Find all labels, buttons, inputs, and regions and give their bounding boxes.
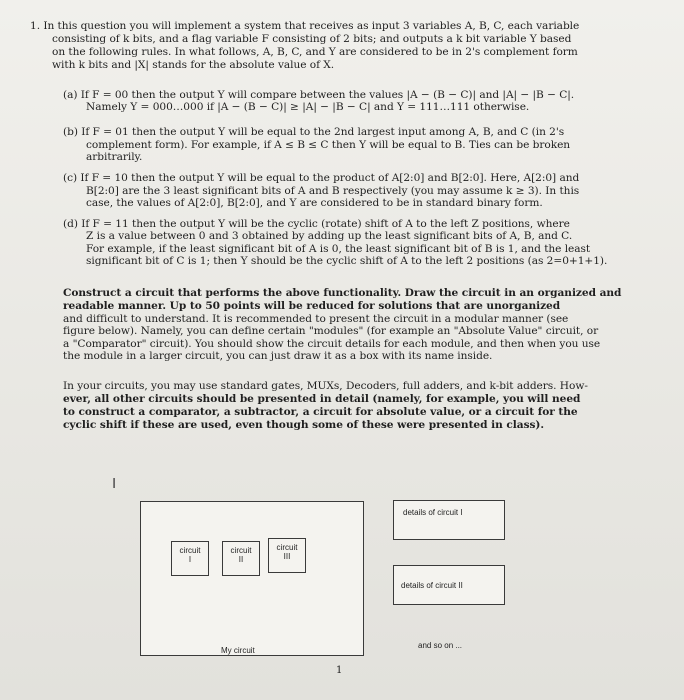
part-a-line-1: (a) If F = 00 then the output Y will compare between the values |A − (B − C)| and |A| − |B − C|.: [63, 89, 575, 101]
details-circuit-i-label: details of circuit I: [403, 508, 463, 517]
part-b-line-3: arbitrarily.: [86, 151, 143, 163]
circuit-iii-numeral: III: [283, 552, 291, 561]
part-c-line-3: case, the values of A[2:0], B[2:0], and Y are considered to be in standard binary form.: [86, 197, 543, 209]
circuit-ii-label: circuit: [230, 546, 252, 555]
details-circuit-ii-label: details of circuit II: [401, 581, 463, 590]
construct-line-3: and difficult to understand. It is recommended to present the circuit in a modular manner (see: [63, 313, 569, 325]
part-b-line-1: (b) If F = 01 then the output Y will be equal to the 2nd largest input among A, B, and C (in 2's: [63, 126, 565, 138]
construct-line-1: Construct a circuit that performs the above functionality. Draw the circuit in an organized and: [63, 287, 622, 299]
question-intro-line-3: on the following rules. In what follows, A, B, C, and Y are considered to be in 2's complement form: [52, 46, 578, 58]
part-a-line-2: Namely Y = 000…000 if |A − (B − C)| ≥ |A| − |B − C| and Y = 111…111 otherwise.: [86, 101, 530, 113]
part-d-line-3: For example, if the least significant bit of A is 0, the least significant bit of B is 1, and the least: [86, 243, 591, 255]
question-intro-line-1: 1. In this question you will implement a system that receives as input 3 variables A, B, C, each variable: [30, 20, 580, 32]
part-b-line-2: complement form). For example, if A ≤ B ≤ C then Y will be equal to B. Ties can be broken: [86, 139, 571, 151]
circuit-i-box: [171, 541, 209, 576]
construct-line-6: the module in a larger circuit, you can just draw it as a box with its name inside.: [63, 350, 493, 362]
part-d-line-4: significant bit of C is 1; then Y should be the cyclic shift of A to the left 2 positions (as 2=0+1+1).: [86, 255, 608, 267]
part-c-line-1: (c) If F = 10 then the output Y will be equal to the product of A[2:0] and B[2:0]. Here, A[2:0] and: [63, 172, 580, 184]
rules-line-1: In your circuits, you may use standard gates, MUXs, Decoders, full adders, and k-bit adders. How-: [63, 380, 588, 392]
part-c-line-2: B[2:0] are the 3 least significant bits of A and B respectively (you may assume k ≥ 3). In this: [86, 185, 580, 197]
circuit-iii-box: [268, 538, 306, 573]
circuit-i-numeral: I: [188, 555, 192, 564]
construct-line-2: readable manner. Up to 50 points will be reduced for solutions that are unorganized: [63, 300, 561, 312]
question-intro-line-4: with k bits and |X| stands for the absolute value of X.: [52, 59, 335, 71]
page-number: 1: [336, 665, 343, 676]
circuit-i-label: circuit: [179, 546, 201, 555]
construct-line-4: figure below). Namely, you can define certain "modules" (for example an "Absolute Value" circuit, or: [63, 325, 599, 337]
part-d-line-1: (d) If F = 11 then the output Y will be the cyclic (rotate) shift of A to the left Z positions, where: [63, 218, 570, 230]
text-cursor-icon: I: [112, 475, 117, 492]
question-intro-line-2: consisting of k bits, and a flag variable F consisting of 2 bits; and outputs a k bit variable Y based: [52, 33, 572, 45]
details-circuit-i-box: [393, 500, 505, 540]
rules-line-4: cyclic shift if these are used, even though some of these were presented in class).: [63, 419, 544, 431]
part-d-line-2: Z is a value between 0 and 3 obtained by adding up the least significant bits of A, B, and C.: [86, 230, 573, 242]
my-circuit-label: My circuit: [221, 646, 255, 655]
circuit-ii-numeral: II: [238, 555, 244, 564]
construct-line-5: a "Comparator" circuit). You should show the circuit details for each module, and then when you use: [63, 338, 601, 350]
rules-line-2: ever, all other circuits should be presented in detail (namely, for example, you will need: [63, 393, 581, 405]
circuit-iii-label: circuit: [276, 543, 298, 552]
circuit-ii-box: [222, 541, 260, 576]
rules-line-3: to construct a comparator, a subtractor, a circuit for absolute value, or a circuit for the: [63, 406, 578, 418]
and-so-on-label: and so on ...: [418, 641, 463, 650]
my-circuit-box: [140, 501, 364, 656]
